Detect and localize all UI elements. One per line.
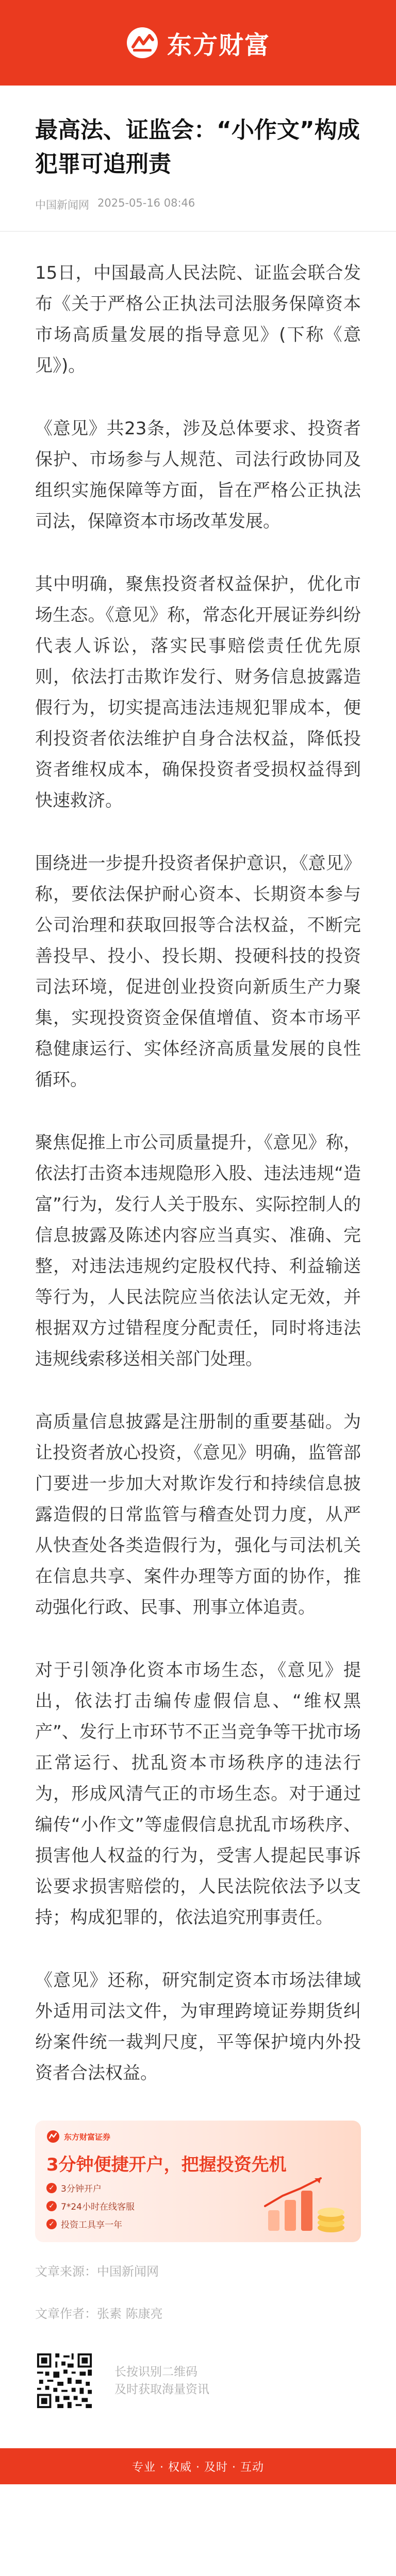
account-opening-banner[interactable] (35, 2121, 361, 2242)
check-circle-icon: ✓ (46, 2219, 57, 2229)
check-circle-icon: ✓ (46, 2201, 57, 2211)
article-author-line: 文章作者：张素 陈康亮 (35, 2307, 163, 2321)
qr-promo (35, 2351, 361, 2448)
article-paragraph: 高质量信息披露是注册制的重要基础。为让投资者放心投资，《意见》明确，监管部门要进一步加大对欺诈发行和持续信息披露造假的日常监管与稽查处罚力度，从严从快查处各类造假行为，强化与司法机关在信息共享、案件办理等方面的协作，推动强化行政、民事、刑事立体追责。 (35, 1412, 361, 1618)
coins-chart-icon (259, 2174, 348, 2236)
promo-title: 3分钟便捷开户，把握投资先机 (46, 2155, 287, 2175)
article-source-line: 文章来源：中国新闻网 (35, 2264, 159, 2279)
article-paragraph: 其中明确，聚焦投资者权益保护，优化市场生态。《意见》称，常态化开展证券纠纷代表人诉讼，落实民事赔偿责任优先原则，依法打击欺诈发行、财务信息披露造假行为，切实提高违法违规犯罪成本，便利投资者依法维护自身合法权益，降低投资者维权成本，确保投资者受损权益得到快速救济。 (35, 574, 361, 811)
article-meta (35, 197, 361, 212)
promo-brand-name: 东方财富证券 (64, 2132, 111, 2142)
article-source: 中国新闻网 (35, 199, 89, 211)
promo-feature (46, 2217, 135, 2230)
promo-feature-label: 7*24小时在线客服 (61, 2202, 135, 2212)
article-paragraph: 15日，中国最高人民法院、证监会联合发布《关于严格公正执法司法服务保障资本市场高质量发展的指导意见》(下称《意见》)。 (35, 263, 361, 376)
promo-feature (46, 2181, 135, 2194)
article-paragraph: 聚焦促推上市公司质量提升，《意见》称，依法打击资本违规隐形入股、违法违规“造富”行为，发行人关于股东、实际控制人的信息披露及陈述内容应当真实、准确、完整，对违法违规约定股权代持、利益输送等行为，人民法院应当依法认定无效，并根据双方过错程度分配责任，同时将违法违规线索移送相关部门处理。 (35, 1132, 361, 1369)
qr-caption (114, 2363, 209, 2398)
brand-name: 东方财富 (167, 30, 270, 60)
qr-caption-line2: 及时获取海量资讯 (114, 2383, 209, 2396)
top-brand-bar (0, 0, 396, 86)
promo-feature-label: 投资工具享一年 (61, 2220, 122, 2230)
article-paragraph: 对于引领净化资本市场生态，《意见》提出，依法打击编传虚假信息、“维权黑产”、发行上市环节不正当竞争等干扰市场正常运行、扰乱资本市场秩序的违法行为，形成风清气正的市场生态。对于通过编传“小作文”等虚假信息扰乱市场秩序、损害他人权益的行为，受害人提起民事诉讼要求损害赔偿的，人民法院依法予以支持；构成犯罪的，依法追究刑事责任。 (35, 1660, 361, 1928)
eastmoney-logo-icon (46, 2130, 60, 2143)
article-paragraph: 《意见》共23条，涉及总体要求、投资者保护、市场参与人规范、司法行政协同及组织实施保障等方面，旨在严格公正执法司法，保障资本市场改革发展。 (35, 418, 361, 532)
bottom-slogan-bar (0, 2448, 396, 2484)
article-paragraph: 围绕进一步提升投资者保护意识，《意见》称，要依法保护耐心资本、长期资本参与公司治理和获取回报等合法权益，不断完善投早、投小、投长期、投硬科技的投资司法环境，促进创业投资向新质生产力聚集，实现投资资金保值增值、资本市场平稳健康运行、实体经济高质量发展的良性循环。 (35, 853, 361, 1090)
qr-code-icon[interactable] (35, 2351, 94, 2410)
check-circle-icon: ✓ (46, 2183, 57, 2193)
promo-feature-list (46, 2181, 135, 2230)
article-paragraph: 《意见》还称，研究制定资本市场法律域外适用司法文件，为审理跨境证券期货纠纷案件统一裁判尺度，平等保护境内外投资者合法权益。 (35, 1970, 361, 2083)
promo-feature-label: 3分钟开户 (61, 2184, 102, 2194)
footer-slogan: 专业 · 权威 · 及时 · 互动 (132, 2461, 264, 2474)
article-datetime: 2025-05-16 08:46 (97, 197, 195, 209)
qr-caption-line1: 长按识别二维码 (114, 2365, 197, 2379)
brand-logo[interactable] (126, 25, 270, 61)
title-divider (0, 231, 396, 232)
eastmoney-logo-icon (126, 26, 159, 59)
promo-brand (46, 2130, 110, 2143)
article-title: 最高法、证监会：“小作文”构成犯罪可追刑责 (35, 117, 360, 177)
promo-feature (46, 2199, 135, 2212)
article-body (0, 86, 396, 2448)
